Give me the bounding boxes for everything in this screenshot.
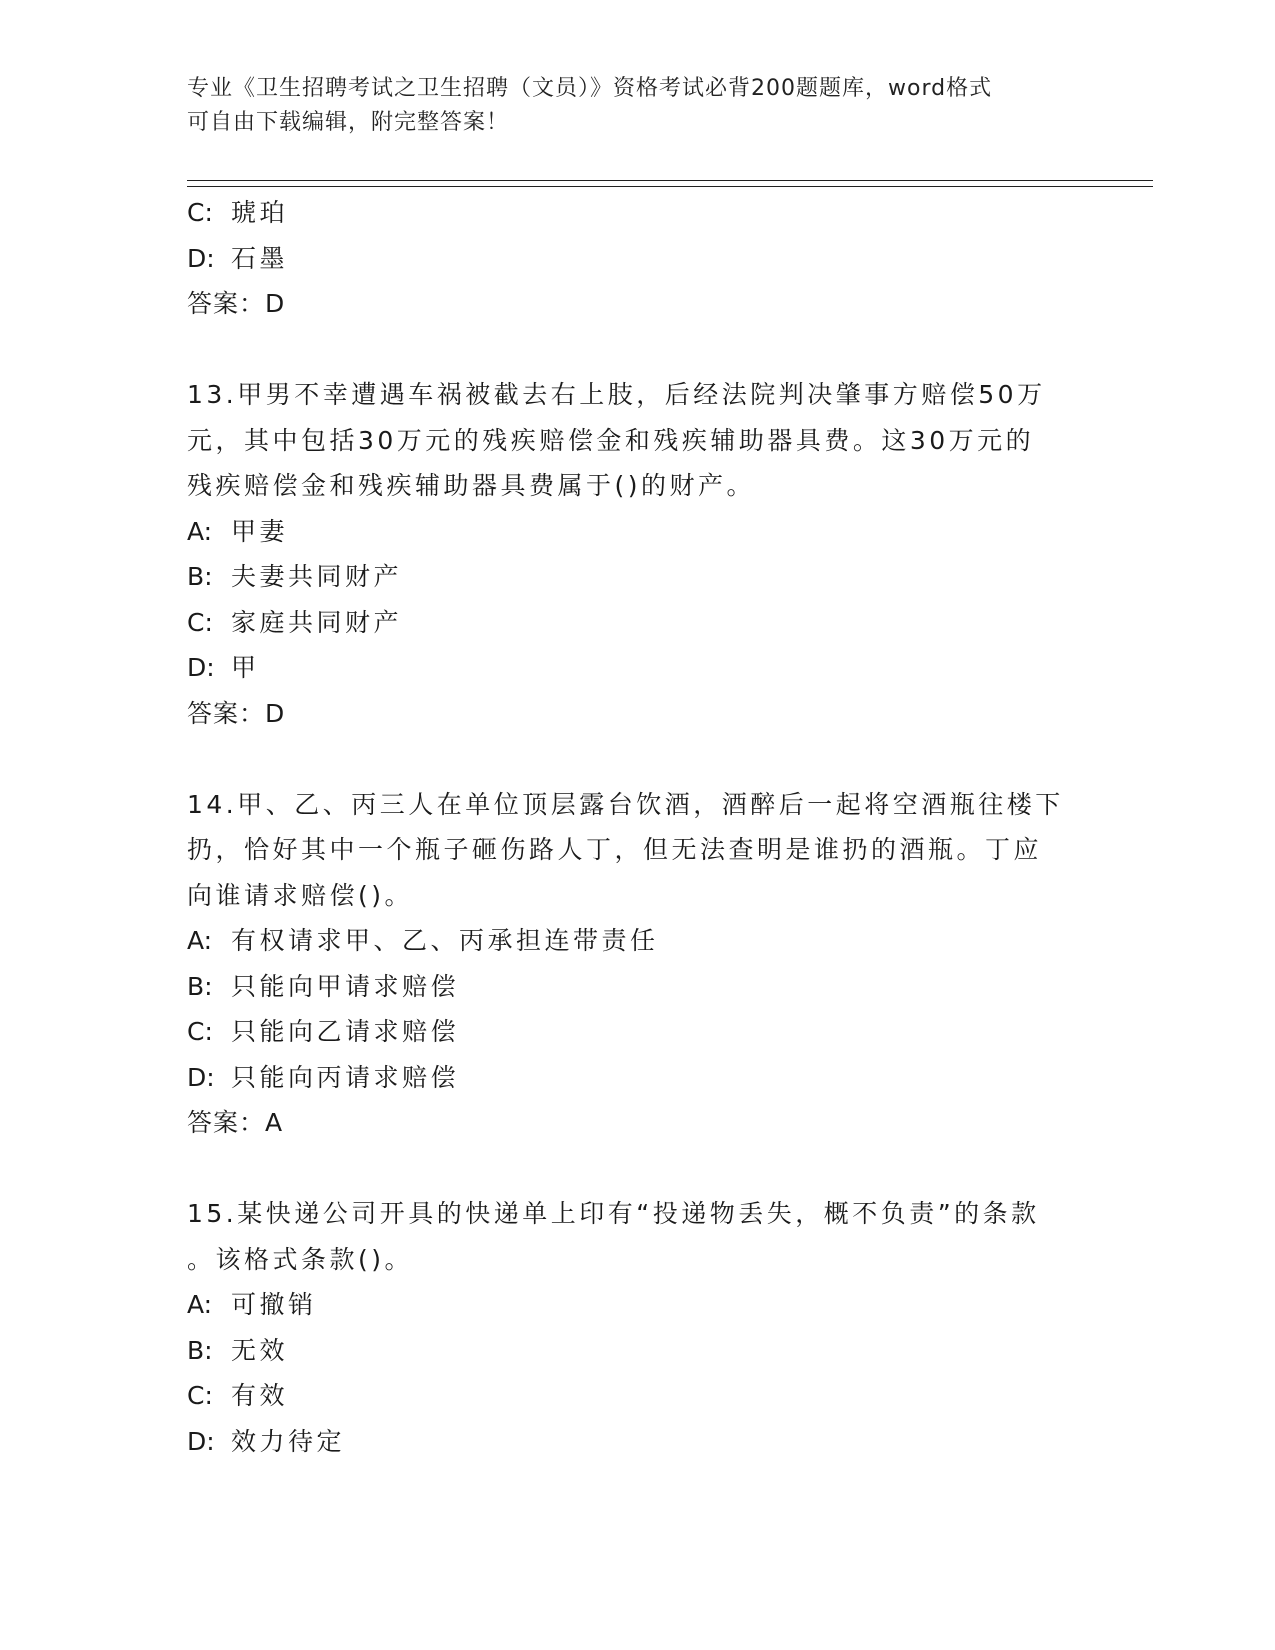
option-key: A: bbox=[187, 1290, 213, 1319]
option-text: 有权请求甲、乙、丙承担连带责任 bbox=[231, 926, 659, 955]
option-text: 效力待定 bbox=[231, 1426, 346, 1456]
option-text: 石墨 bbox=[231, 243, 289, 273]
option-a bbox=[187, 1282, 1087, 1328]
option-a bbox=[187, 918, 1087, 964]
answer-line bbox=[187, 1100, 1087, 1146]
question-12-tail bbox=[187, 190, 1087, 327]
spacer bbox=[187, 327, 1087, 373]
option-key: D: bbox=[187, 1426, 215, 1456]
option-key: B: bbox=[187, 1335, 213, 1365]
option-text: 只能向乙请求赔偿 bbox=[231, 1017, 460, 1046]
question-stem-line: 13.甲男不幸遭遇车祸被截去右上肢，后经法院判决肇事方赔偿50万 bbox=[187, 380, 1046, 409]
spacer bbox=[187, 736, 1087, 782]
question-15 bbox=[187, 1191, 1087, 1464]
answer-value: A bbox=[265, 1108, 285, 1137]
option-key: A: bbox=[187, 926, 213, 955]
question-14 bbox=[187, 782, 1087, 1146]
option-c bbox=[187, 1373, 1087, 1419]
option-key: D: bbox=[187, 243, 215, 273]
question-stem-line: 扔，恰好其中一个瓶子砸伤路人丁，但无法查明是谁扔的酒瓶。丁应 bbox=[187, 835, 1043, 864]
option-text: 琥珀 bbox=[231, 198, 289, 227]
option-text: 甲妻 bbox=[231, 516, 289, 546]
option-key: D: bbox=[187, 1062, 215, 1092]
answer-value: D bbox=[265, 698, 287, 728]
option-c bbox=[187, 600, 1087, 646]
answer-label: 答案： bbox=[187, 1108, 266, 1137]
option-text: 家庭共同财产 bbox=[231, 607, 403, 637]
answer-label: 答案： bbox=[187, 698, 266, 728]
option-text: 甲 bbox=[231, 653, 260, 682]
question-stem-line: 。该格式条款()。 bbox=[187, 1244, 414, 1274]
header-rule-top bbox=[187, 180, 1153, 181]
question-stem-line: 残疾赔偿金和残疾辅助器具费属于()的财产。 bbox=[187, 471, 756, 500]
option-d bbox=[187, 236, 1087, 282]
option-text: 有效 bbox=[231, 1381, 289, 1410]
option-key: B: bbox=[187, 562, 213, 591]
document-body bbox=[187, 190, 1087, 1464]
header-line-1: 专业《卫生招聘考试之卫生招聘（文员）》资格考试必背200题题库，word格式 bbox=[187, 76, 993, 101]
option-d bbox=[187, 1055, 1087, 1101]
answer-value: D bbox=[265, 289, 287, 318]
option-key: C: bbox=[187, 1017, 213, 1046]
option-text: 夫妻共同财产 bbox=[231, 562, 403, 591]
question-stem-line: 14.甲、乙、丙三人在单位顶层露台饮酒，酒醉后一起将空酒瓶往楼下 bbox=[187, 789, 1064, 819]
option-b bbox=[187, 964, 1087, 1010]
option-key: C: bbox=[187, 198, 213, 227]
option-key: A: bbox=[187, 516, 213, 546]
question-13 bbox=[187, 372, 1087, 736]
option-text: 可撤销 bbox=[231, 1290, 317, 1319]
option-c bbox=[187, 190, 1087, 236]
answer-line bbox=[187, 691, 1087, 737]
option-b bbox=[187, 554, 1087, 600]
answer-label: 答案： bbox=[187, 289, 266, 318]
option-text: 只能向丙请求赔偿 bbox=[231, 1062, 460, 1092]
option-d bbox=[187, 1419, 1087, 1465]
option-d bbox=[187, 645, 1087, 691]
option-key: C: bbox=[187, 1381, 213, 1410]
document-header bbox=[187, 72, 1067, 140]
spacer bbox=[187, 1146, 1087, 1192]
header-line-2: 可自由下载编辑，附完整答案！ bbox=[187, 110, 510, 135]
option-b bbox=[187, 1328, 1087, 1374]
option-key: C: bbox=[187, 607, 213, 637]
option-a bbox=[187, 509, 1087, 555]
option-c bbox=[187, 1009, 1087, 1055]
header-rule-bottom bbox=[187, 186, 1153, 187]
question-stem-line: 15.某快递公司开具的快递单上印有“投递物丢失，概不负责”的条款 bbox=[187, 1199, 1040, 1228]
option-text: 无效 bbox=[231, 1335, 289, 1365]
option-key: B: bbox=[187, 971, 213, 1001]
option-key: D: bbox=[187, 653, 215, 682]
question-stem-line: 元，其中包括30万元的残疾赔偿金和残疾辅助器具费。这30万元的 bbox=[187, 425, 1035, 455]
answer-line bbox=[187, 281, 1087, 327]
question-stem-line: 向谁请求赔偿()。 bbox=[187, 880, 414, 910]
option-text: 只能向甲请求赔偿 bbox=[231, 971, 460, 1001]
